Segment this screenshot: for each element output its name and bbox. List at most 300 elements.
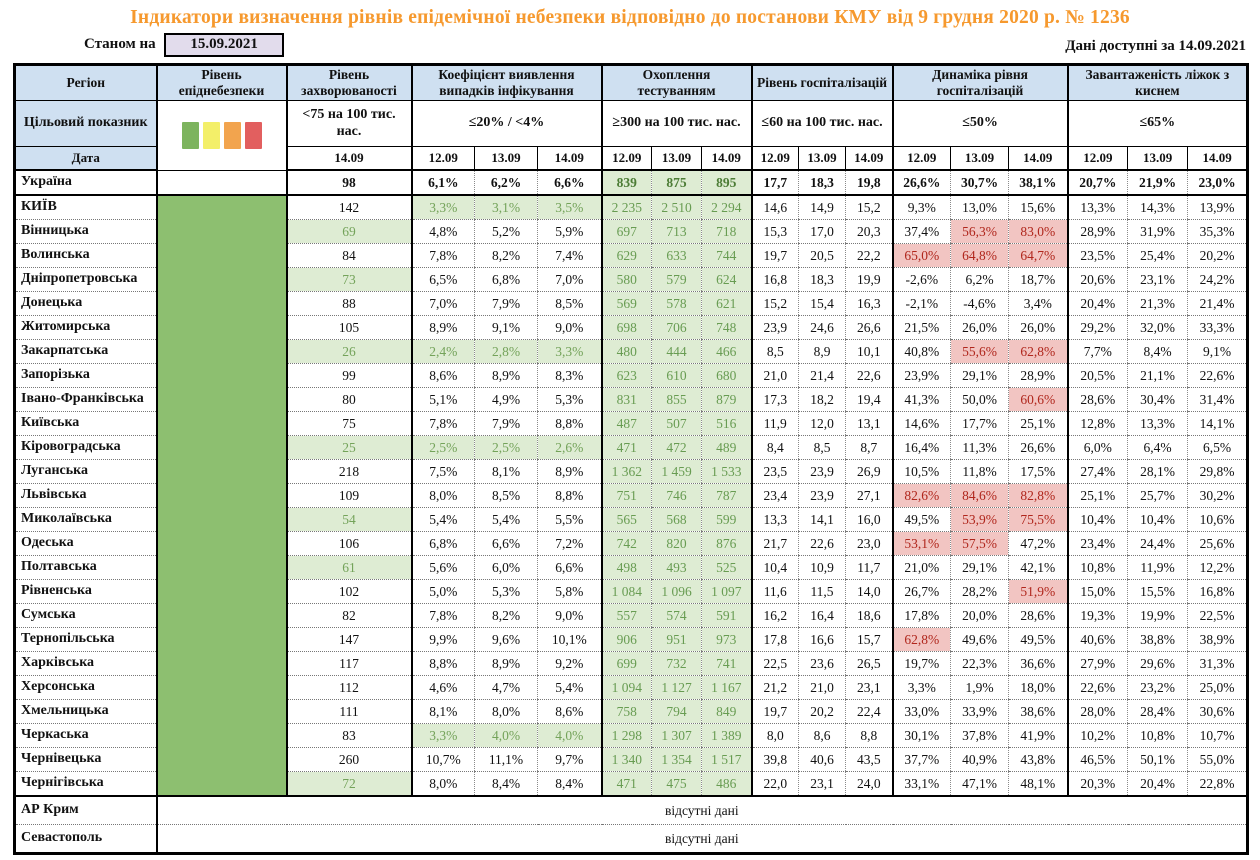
morbidity-cell: 112 (287, 676, 412, 700)
hospitalization-cell: 18,3 (799, 268, 846, 292)
beds-cell: 22,8% (1188, 772, 1248, 797)
morbidity-cell: 80 (287, 388, 412, 412)
region-cell: Херсонська (15, 676, 157, 700)
beds-cell: 27,4% (1068, 460, 1128, 484)
hospitalization-cell: 13,1 (846, 412, 893, 436)
beds-cell: 10,7% (1188, 724, 1248, 748)
detection-cell: 6,8% (475, 268, 538, 292)
testing-cell: 1 127 (652, 676, 702, 700)
testing-cell: 498 (602, 556, 652, 580)
beds-cell: 31,9% (1128, 220, 1188, 244)
region-cell: Житомирська (15, 316, 157, 340)
testing-cell: 699 (602, 652, 652, 676)
morbidity-cell: 61 (287, 556, 412, 580)
page-title: Індикатори визначення рівнів епідемічної небезпеки відповідно до постанови КМУ від 9 грудня 2020 р. № 1236 (130, 7, 1130, 28)
beds-cell: 20,2% (1188, 244, 1248, 268)
beds-cell: 38,9% (1188, 628, 1248, 652)
col-header-morbidity: Рівень захворюваності (287, 65, 412, 101)
testing-cell: 794 (652, 700, 702, 724)
hospitalization-cell: 20,2 (799, 700, 846, 724)
beds-cell: 28,0% (1068, 700, 1128, 724)
detection-cell: 8,2% (475, 244, 538, 268)
beds-cell: 10,8% (1128, 724, 1188, 748)
detection-cell: 7,8% (412, 244, 475, 268)
date-header: 14.09 (538, 147, 602, 171)
morbidity-cell: 88 (287, 292, 412, 316)
morbidity-cell: 106 (287, 532, 412, 556)
detection-cell: 5,1% (412, 388, 475, 412)
morbidity-cell: 111 (287, 700, 412, 724)
date-header: 13.09 (799, 147, 846, 171)
testing-cell: 732 (652, 652, 702, 676)
beds-cell: 20,7% (1068, 170, 1128, 195)
date-header: 13.09 (951, 147, 1009, 171)
hospitalization-cell: 23,4 (752, 484, 799, 508)
beds-cell: 30,4% (1128, 388, 1188, 412)
detection-cell: 5,4% (412, 508, 475, 532)
hospitalization-cell: 23,6 (799, 652, 846, 676)
target-hospitalization: ≤60 на 100 тис. нас. (752, 101, 893, 147)
testing-cell: 471 (602, 772, 652, 797)
epidemic-legend (157, 101, 287, 171)
beds-cell: 11,9% (1128, 556, 1188, 580)
beds-cell: 29,8% (1188, 460, 1248, 484)
hospitalization-cell: 10,4 (752, 556, 799, 580)
testing-cell: 742 (602, 532, 652, 556)
hospitalization-cell: 16,8 (752, 268, 799, 292)
testing-cell: 680 (702, 364, 752, 388)
detection-cell: 2,8% (475, 340, 538, 364)
hospitalization-cell: 15,7 (846, 628, 893, 652)
testing-cell: 831 (602, 388, 652, 412)
morbidity-cell: 98 (287, 170, 412, 195)
region-cell: Чернівецька (15, 748, 157, 772)
hospitalization-cell: 21,2 (752, 676, 799, 700)
testing-cell: 623 (602, 364, 652, 388)
header-row-targets (15, 101, 1248, 147)
morbidity-cell: 99 (287, 364, 412, 388)
hospitalization-cell: 43,5 (846, 748, 893, 772)
testing-cell: 487 (602, 412, 652, 436)
detection-cell: 8,9% (538, 460, 602, 484)
hospitalization-cell: 11,5 (799, 580, 846, 604)
hospitalization-cell: 15,2 (846, 195, 893, 220)
detection-cell: 8,5% (475, 484, 538, 508)
detection-cell: 8,0% (412, 484, 475, 508)
dynamics-cell: 25,1% (1009, 412, 1068, 436)
detection-cell: 7,5% (412, 460, 475, 484)
detection-cell: 2,6% (538, 436, 602, 460)
dynamics-cell: 17,5% (1009, 460, 1068, 484)
morbidity-cell: 260 (287, 748, 412, 772)
beds-cell: 31,3% (1188, 652, 1248, 676)
beds-cell: 13,9% (1188, 195, 1248, 220)
detection-cell: 8,0% (475, 700, 538, 724)
hospitalization-cell: 18,6 (846, 604, 893, 628)
dynamics-cell: 47,1% (951, 772, 1009, 797)
testing-cell: 1 167 (702, 676, 752, 700)
legend-color-swatch (245, 122, 262, 149)
dynamics-cell: 48,1% (1009, 772, 1068, 797)
dynamics-cell: 26,6% (1009, 436, 1068, 460)
testing-cell: 507 (652, 412, 702, 436)
testing-cell: 698 (602, 316, 652, 340)
detection-cell: 3,3% (412, 195, 475, 220)
detection-cell: 5,9% (538, 220, 602, 244)
detection-cell: 7,0% (412, 292, 475, 316)
detection-cell: 6,6% (475, 532, 538, 556)
beds-cell: 25,1% (1068, 484, 1128, 508)
hospitalization-cell: 19,7 (752, 244, 799, 268)
testing-cell: 787 (702, 484, 752, 508)
hospitalization-cell: 27,1 (846, 484, 893, 508)
hospitalization-cell: 23,5 (752, 460, 799, 484)
testing-cell: 1 389 (702, 724, 752, 748)
dynamics-cell: 9,3% (893, 195, 951, 220)
dynamics-cell: 47,2% (1009, 532, 1068, 556)
testing-cell: 569 (602, 292, 652, 316)
no-data-cell: відсутні дані (157, 825, 1248, 854)
beds-cell: 28,6% (1068, 388, 1128, 412)
detection-cell: 8,6% (412, 364, 475, 388)
hospitalization-cell: 12,0 (799, 412, 846, 436)
testing-cell: 706 (652, 316, 702, 340)
detection-cell: 10,1% (538, 628, 602, 652)
detection-cell: 8,8% (538, 412, 602, 436)
testing-cell: 1 533 (702, 460, 752, 484)
hospitalization-cell: 20,5 (799, 244, 846, 268)
date-header: 13.09 (1128, 147, 1188, 171)
dynamics-cell: 30,1% (893, 724, 951, 748)
region-cell: Дніпропетровська (15, 268, 157, 292)
testing-cell: 951 (652, 628, 702, 652)
dynamics-cell: 40,9% (951, 748, 1009, 772)
testing-cell: 1 084 (602, 580, 652, 604)
detection-cell: 8,6% (538, 700, 602, 724)
beds-cell: 32,0% (1128, 316, 1188, 340)
detection-cell: 5,0% (412, 580, 475, 604)
hospitalization-cell: 17,7 (752, 170, 799, 195)
detection-cell: 6,5% (412, 268, 475, 292)
legend-color-swatch (203, 122, 220, 149)
dynamics-cell: 38,1% (1009, 170, 1068, 195)
hospitalization-cell: 26,5 (846, 652, 893, 676)
hospitalization-cell: 21,0 (752, 364, 799, 388)
hospitalization-cell: 10,9 (799, 556, 846, 580)
morbidity-cell: 109 (287, 484, 412, 508)
detection-cell: 7,4% (538, 244, 602, 268)
testing-cell: 876 (702, 532, 752, 556)
beds-cell: 31,4% (1188, 388, 1248, 412)
hospitalization-cell: 15,3 (752, 220, 799, 244)
dynamics-cell: 37,8% (951, 724, 1009, 748)
dynamics-cell: 18,0% (1009, 676, 1068, 700)
beds-cell: 23,1% (1128, 268, 1188, 292)
target-morbidity: <75 на 100 тис. нас. (287, 101, 412, 147)
target-dynamics: ≤50% (893, 101, 1068, 147)
col-header-region: Регіон (15, 65, 157, 101)
testing-cell: 906 (602, 628, 652, 652)
dynamics-cell: 64,7% (1009, 244, 1068, 268)
testing-cell: 820 (652, 532, 702, 556)
dynamics-cell: 53,9% (951, 508, 1009, 532)
hospitalization-cell: 11,9 (752, 412, 799, 436)
date-header: 12.09 (893, 147, 951, 171)
morbidity-cell: 72 (287, 772, 412, 797)
detection-cell: 8,2% (475, 604, 538, 628)
detection-cell: 4,9% (475, 388, 538, 412)
dynamics-cell: 65,0% (893, 244, 951, 268)
hospitalization-cell: 14,0 (846, 580, 893, 604)
hospitalization-cell: 10,1 (846, 340, 893, 364)
date-header: 14.09 (1188, 147, 1248, 171)
region-cell: Полтавська (15, 556, 157, 580)
testing-cell: 748 (702, 316, 752, 340)
hospitalization-cell: 15,4 (799, 292, 846, 316)
detection-cell: 4,6% (412, 676, 475, 700)
detection-cell: 8,4% (538, 772, 602, 797)
detection-cell: 4,0% (475, 724, 538, 748)
detection-cell: 4,0% (538, 724, 602, 748)
col-header-epidemic-level: Рівень епіднебезпеки (157, 65, 287, 101)
dynamics-cell: 62,8% (1009, 340, 1068, 364)
beds-cell: 10,6% (1188, 508, 1248, 532)
detection-cell: 8,9% (412, 316, 475, 340)
detection-cell: 7,2% (538, 532, 602, 556)
date-header: 14.09 (846, 147, 893, 171)
hospitalization-cell: 19,8 (846, 170, 893, 195)
hospitalization-cell: 23,9 (752, 316, 799, 340)
testing-cell: 568 (652, 508, 702, 532)
target-detection: ≤20% / <4% (412, 101, 602, 147)
morbidity-cell: 105 (287, 316, 412, 340)
no-data-cell: відсутні дані (157, 796, 1248, 825)
region-cell: Рівненська (15, 580, 157, 604)
hospitalization-cell: 8,7 (846, 436, 893, 460)
testing-cell: 633 (652, 244, 702, 268)
detection-cell: 5,6% (412, 556, 475, 580)
dynamics-cell: 84,6% (951, 484, 1009, 508)
table-row (15, 195, 1248, 220)
hospitalization-cell: 22,2 (846, 244, 893, 268)
morbidity-cell: 69 (287, 220, 412, 244)
testing-cell: 713 (652, 220, 702, 244)
detection-cell: 10,7% (412, 748, 475, 772)
dynamics-cell: 33,9% (951, 700, 1009, 724)
beds-cell: 14,1% (1188, 412, 1248, 436)
testing-cell: 1 354 (652, 748, 702, 772)
dynamics-cell: 17,8% (893, 604, 951, 628)
dynamics-cell: 75,5% (1009, 508, 1068, 532)
hospitalization-cell: 23,1 (846, 676, 893, 700)
region-cell: Закарпатська (15, 340, 157, 364)
dynamics-cell: 57,5% (951, 532, 1009, 556)
date-header: 12.09 (1068, 147, 1128, 171)
dynamics-cell: 37,4% (893, 220, 951, 244)
detection-cell: 9,2% (538, 652, 602, 676)
dynamics-cell: 20,0% (951, 604, 1009, 628)
morbidity-cell: 84 (287, 244, 412, 268)
hospitalization-cell: 8,9 (799, 340, 846, 364)
beds-cell: 8,4% (1128, 340, 1188, 364)
legend-color-swatch (182, 122, 199, 149)
dynamics-cell: 3,3% (893, 676, 951, 700)
dynamics-cell: 10,5% (893, 460, 951, 484)
hospitalization-cell: 16,0 (846, 508, 893, 532)
region-cell: Одеська (15, 532, 157, 556)
beds-cell: 23,5% (1068, 244, 1128, 268)
dynamics-cell: 33,1% (893, 772, 951, 797)
dynamics-cell: 49,5% (1009, 628, 1068, 652)
beds-cell: 29,6% (1128, 652, 1188, 676)
testing-cell: 1 362 (602, 460, 652, 484)
beds-cell: 6,4% (1128, 436, 1188, 460)
detection-cell: 6,2% (475, 170, 538, 195)
dynamics-cell: 49,6% (951, 628, 1009, 652)
dynamics-cell: 18,7% (1009, 268, 1068, 292)
testing-cell: 1 459 (652, 460, 702, 484)
testing-cell: 1 097 (702, 580, 752, 604)
dynamics-cell: 43,8% (1009, 748, 1068, 772)
morbidity-cell: 102 (287, 580, 412, 604)
detection-cell: 3,3% (538, 340, 602, 364)
hospitalization-cell: 26,6 (846, 316, 893, 340)
dynamics-cell: 41,9% (1009, 724, 1068, 748)
epidemic-level-cell (157, 170, 287, 195)
morbidity-cell: 83 (287, 724, 412, 748)
hospitalization-cell: 17,3 (752, 388, 799, 412)
testing-cell: 895 (702, 170, 752, 195)
hospitalization-cell: 23,9 (799, 460, 846, 484)
dynamics-cell: 23,9% (893, 364, 951, 388)
hospitalization-cell: 18,2 (799, 388, 846, 412)
dynamics-cell: 13,0% (951, 195, 1009, 220)
region-cell: Хмельницька (15, 700, 157, 724)
testing-cell: 849 (702, 700, 752, 724)
beds-cell: 10,4% (1128, 508, 1188, 532)
beds-cell: 24,4% (1128, 532, 1188, 556)
dynamics-cell: 3,4% (1009, 292, 1068, 316)
hospitalization-cell: 8,4 (752, 436, 799, 460)
beds-cell: 25,6% (1188, 532, 1248, 556)
table-row-no-data (15, 796, 1248, 825)
testing-cell: 621 (702, 292, 752, 316)
beds-cell: 12,2% (1188, 556, 1248, 580)
testing-cell: 1 094 (602, 676, 652, 700)
region-cell: Черкаська (15, 724, 157, 748)
date-header: 12.09 (602, 147, 652, 171)
as-of-label: Станом на (84, 36, 156, 52)
hospitalization-cell: 24,0 (846, 772, 893, 797)
hospitalization-cell: 8,0 (752, 724, 799, 748)
testing-cell: 718 (702, 220, 752, 244)
beds-cell: 33,3% (1188, 316, 1248, 340)
data-available-label: Дані доступні за 14.09.2021 (1065, 38, 1246, 54)
hospitalization-cell: 23,1 (799, 772, 846, 797)
testing-cell: 758 (602, 700, 652, 724)
as-of-date-box: 15.09.2021 (164, 33, 284, 57)
beds-cell: 21,1% (1128, 364, 1188, 388)
beds-cell: 27,9% (1068, 652, 1128, 676)
hospitalization-cell: 40,6 (799, 748, 846, 772)
dynamics-cell: 28,2% (951, 580, 1009, 604)
hospitalization-cell: 16,6 (799, 628, 846, 652)
region-cell: КИЇВ (15, 195, 157, 220)
morbidity-cell: 218 (287, 460, 412, 484)
detection-cell: 7,8% (412, 412, 475, 436)
hospitalization-cell: 22,6 (799, 532, 846, 556)
dynamics-cell: 83,0% (1009, 220, 1068, 244)
hospitalization-cell: 22,0 (752, 772, 799, 797)
beds-cell: 30,6% (1188, 700, 1248, 724)
morbidity-cell: 147 (287, 628, 412, 652)
col-header-dynamics: Динаміка рівня госпіталізацій (893, 65, 1068, 101)
detection-cell: 8,9% (475, 364, 538, 388)
detection-cell: 9,0% (538, 604, 602, 628)
region-cell: Київська (15, 412, 157, 436)
hospitalization-cell: 39,8 (752, 748, 799, 772)
testing-cell: 578 (652, 292, 702, 316)
testing-cell: 2 235 (602, 195, 652, 220)
region-cell: Волинська (15, 244, 157, 268)
date-header: 14.09 (287, 147, 412, 171)
beds-cell: 14,3% (1128, 195, 1188, 220)
dynamics-cell: -2,6% (893, 268, 951, 292)
hospitalization-cell: 8,6 (799, 724, 846, 748)
hospitalization-cell: 14,1 (799, 508, 846, 532)
table-row-no-data (15, 825, 1248, 854)
morbidity-cell: 142 (287, 195, 412, 220)
testing-cell: 2 294 (702, 195, 752, 220)
region-cell: Чернігівська (15, 772, 157, 797)
detection-cell: 11,1% (475, 748, 538, 772)
col-header-beds: Завантаженість ліжок з киснем (1068, 65, 1248, 101)
dynamics-cell: 41,3% (893, 388, 951, 412)
detection-cell: 6,6% (538, 556, 602, 580)
morbidity-cell: 82 (287, 604, 412, 628)
testing-cell: 697 (602, 220, 652, 244)
testing-cell: 744 (702, 244, 752, 268)
detection-cell: 3,5% (538, 195, 602, 220)
region-cell: Луганська (15, 460, 157, 484)
beds-cell: 22,6% (1068, 676, 1128, 700)
dynamics-cell: 11,8% (951, 460, 1009, 484)
dynamics-cell: 30,7% (951, 170, 1009, 195)
beds-cell: 7,7% (1068, 340, 1128, 364)
testing-cell: 973 (702, 628, 752, 652)
region-cell: Донецька (15, 292, 157, 316)
testing-cell: 746 (652, 484, 702, 508)
detection-cell: 9,9% (412, 628, 475, 652)
hospitalization-cell: 11,6 (752, 580, 799, 604)
dynamics-cell: 21,0% (893, 556, 951, 580)
testing-cell: 493 (652, 556, 702, 580)
detection-cell: 2,5% (412, 436, 475, 460)
morbidity-cell: 26 (287, 340, 412, 364)
col-header-detection: Коефіцієнт виявлення випадків інфікування (412, 65, 602, 101)
hospitalization-cell: 21,7 (752, 532, 799, 556)
dynamics-cell: 16,4% (893, 436, 951, 460)
dynamics-cell: 26,0% (1009, 316, 1068, 340)
dynamics-cell: 26,6% (893, 170, 951, 195)
table-row (15, 170, 1248, 195)
detection-cell: 8,1% (412, 700, 475, 724)
testing-cell: 472 (652, 436, 702, 460)
detection-cell: 2,4% (412, 340, 475, 364)
dynamics-cell: 33,0% (893, 700, 951, 724)
region-cell: Україна (15, 170, 157, 195)
beds-cell: 21,3% (1128, 292, 1188, 316)
